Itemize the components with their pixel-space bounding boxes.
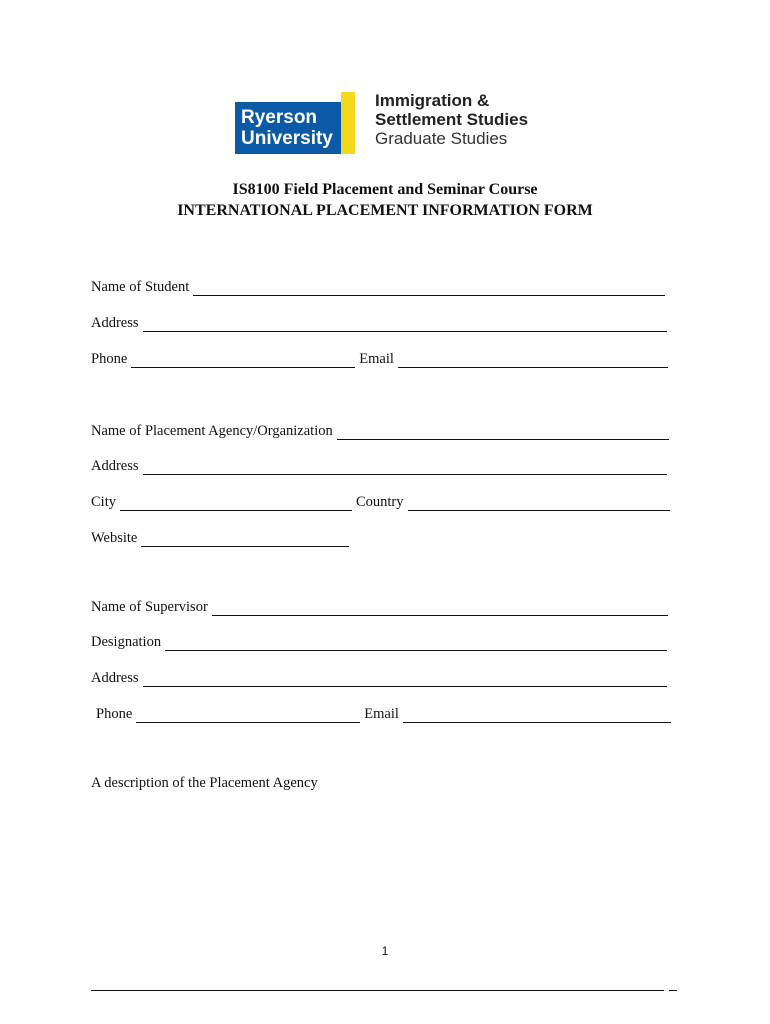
agency-city-field[interactable] <box>120 496 352 511</box>
supervisor-designation-field[interactable] <box>165 636 667 651</box>
supervisor-name-row <box>91 598 672 616</box>
logo-program-line1: Immigration & <box>375 91 490 110</box>
supervisor-name-label: Name of Supervisor <box>91 599 208 615</box>
agency-website-row <box>91 529 353 547</box>
footer-rule-tick <box>669 990 677 991</box>
supervisor-email-label: Email <box>364 706 399 722</box>
logo-program-text <box>375 91 528 148</box>
supervisor-name-field[interactable] <box>212 601 668 616</box>
student-address-label: Address <box>91 315 139 331</box>
supervisor-address-field[interactable] <box>143 672 667 687</box>
agency-website-field[interactable] <box>141 532 349 547</box>
agency-address-row <box>91 457 671 475</box>
logo-program-line3: Graduate Studies <box>375 129 508 148</box>
supervisor-designation-label: Designation <box>91 634 162 650</box>
supervisor-address-label: Address <box>91 670 139 686</box>
logo-yellow-bar <box>341 92 355 154</box>
ryerson-logo <box>235 91 535 157</box>
student-phone-label: Phone <box>91 351 128 367</box>
form-title: INTERNATIONAL PLACEMENT INFORMATION FORM <box>177 202 593 219</box>
student-name-label: Name of Student <box>91 279 190 295</box>
description-label: A description of the Placement Agency <box>91 775 318 791</box>
agency-address-field[interactable] <box>143 460 667 475</box>
supervisor-phone-label: Phone <box>96 706 133 722</box>
logo-university-box <box>235 102 353 154</box>
logo-university-line2: University <box>241 128 333 149</box>
student-email-field[interactable] <box>398 353 668 368</box>
logo-program-line2: Settlement Studies <box>375 110 529 129</box>
agency-address-label: Address <box>91 458 139 474</box>
supervisor-email-field[interactable] <box>403 708 671 723</box>
student-address-field[interactable] <box>143 317 667 332</box>
agency-website-label: Website <box>91 530 138 546</box>
logo-university-line1: Ryerson <box>241 107 318 128</box>
student-contact-row <box>91 350 672 368</box>
agency-city-label: City <box>91 494 116 510</box>
agency-country-label: Country <box>355 494 404 510</box>
agency-name-field[interactable] <box>337 425 669 440</box>
agency-name-row <box>91 422 673 440</box>
student-name-row <box>91 278 669 296</box>
student-address-row <box>91 314 671 332</box>
student-email-label: Email <box>359 351 394 367</box>
agency-country-field[interactable] <box>408 496 670 511</box>
course-title: IS8100 Field Placement and Seminar Course <box>232 181 538 198</box>
supervisor-address-row <box>91 669 671 687</box>
supervisor-designation-row <box>91 633 671 651</box>
student-name-field[interactable] <box>193 281 665 296</box>
supervisor-contact-row <box>96 705 675 723</box>
student-phone-field[interactable] <box>131 353 355 368</box>
agency-location-row <box>91 493 674 511</box>
footer-rule <box>91 990 664 991</box>
supervisor-phone-field[interactable] <box>136 708 360 723</box>
page-number: 1 <box>381 944 389 958</box>
agency-name-label: Name of Placement Agency/Organization <box>91 423 333 439</box>
